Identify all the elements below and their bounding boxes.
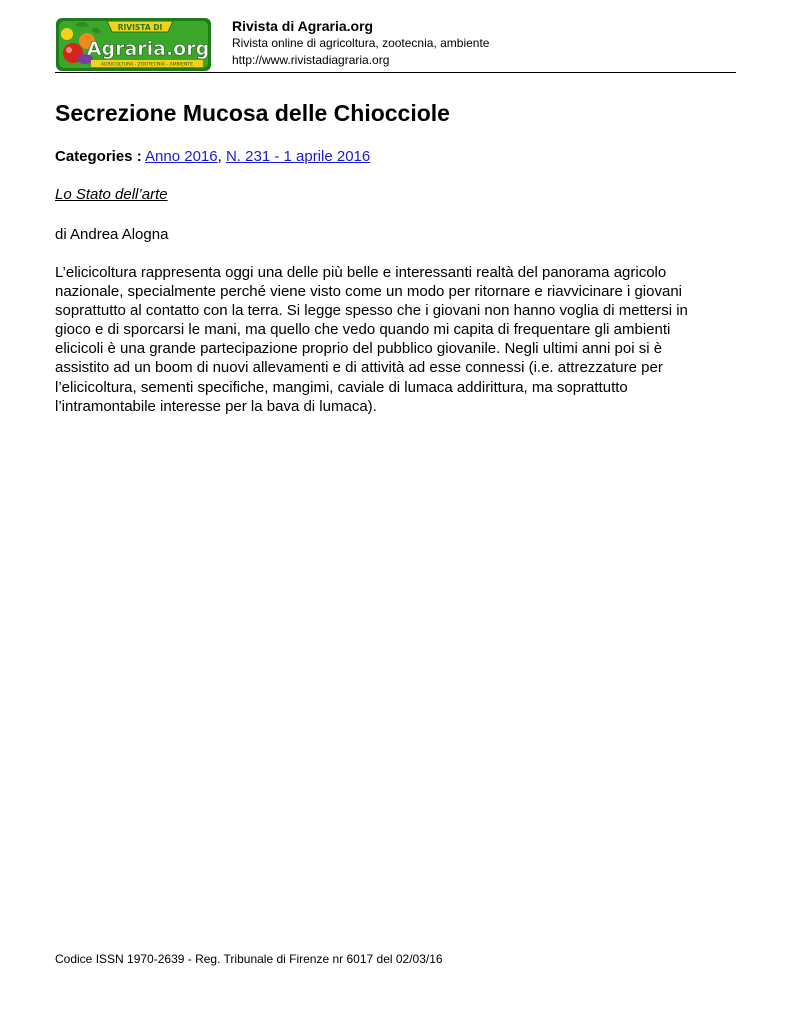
logo-bottom-text: AGRICOLTURA - ZOOTECNIA - AMBIENTE [100,62,194,68]
article-title: Secrezione Mucosa delle Chiocciole [55,100,450,126]
article-body [55,263,737,416]
site-tagline: Rivista online di agricoltura, zootecnia, ambiente [232,36,490,50]
body-line: elicicoli è una grande partecipazione proprio del pubblico giovanile. Negli ultimi anni poi si è [55,340,663,358]
category-link-n-231[interactable]: N. 231 - 1 aprile 2016 [225,148,371,165]
site-url[interactable]: http://www.rivistadiagraria.org [232,53,390,67]
section-title: Lo Stato dell’arte [55,186,168,203]
page-footer: Codice ISSN 1970-2639 - Reg. Tribunale di Firenze nr 6017 del 02/03/16 [55,952,443,966]
agraria-logo[interactable] [55,17,212,72]
body-line: nazionale, specialmente perché viene visto come un modo per ritornare e riavvicinare i giovani [55,283,682,301]
page-header [55,14,736,73]
category-separator: , [217,148,226,165]
category-link-anno-2016[interactable]: Anno 2016 [145,148,218,165]
logo-main-text: Agraria.org [86,38,210,60]
body-line: soprattutto al contatto con la terra. Si legge spesso che i giovani non hanno voglia di mettersi in [55,302,688,320]
site-info [232,18,489,69]
logo-top-text: RIVISTA DI [117,23,163,32]
body-line: L’elicicoltura rappresenta oggi una delle più belle e interessanti realtà del panorama agricolo [55,264,667,281]
site-name: Rivista di Agraria.org [232,18,374,34]
body-line: l’elicicoltura, sementi specifiche, mangimi, caviale di lumaca addirittura, ma soprattutto [55,378,628,396]
body-line: l’intramontabile interesse per la bava di lumaca). [55,397,377,415]
author-byline: di Andrea Alogna [55,226,169,243]
body-line: assistito ad un boom di nuovi allevamenti e di attività ad esse connessi (i.e. attrezzature per [55,359,663,377]
body-line: gioco e di sporcarsi le mani, ma quello che vedo quando mi capita di frequentare gli ambienti [55,321,671,339]
categories-label: Categories : [55,148,142,165]
categories-line [55,147,370,167]
